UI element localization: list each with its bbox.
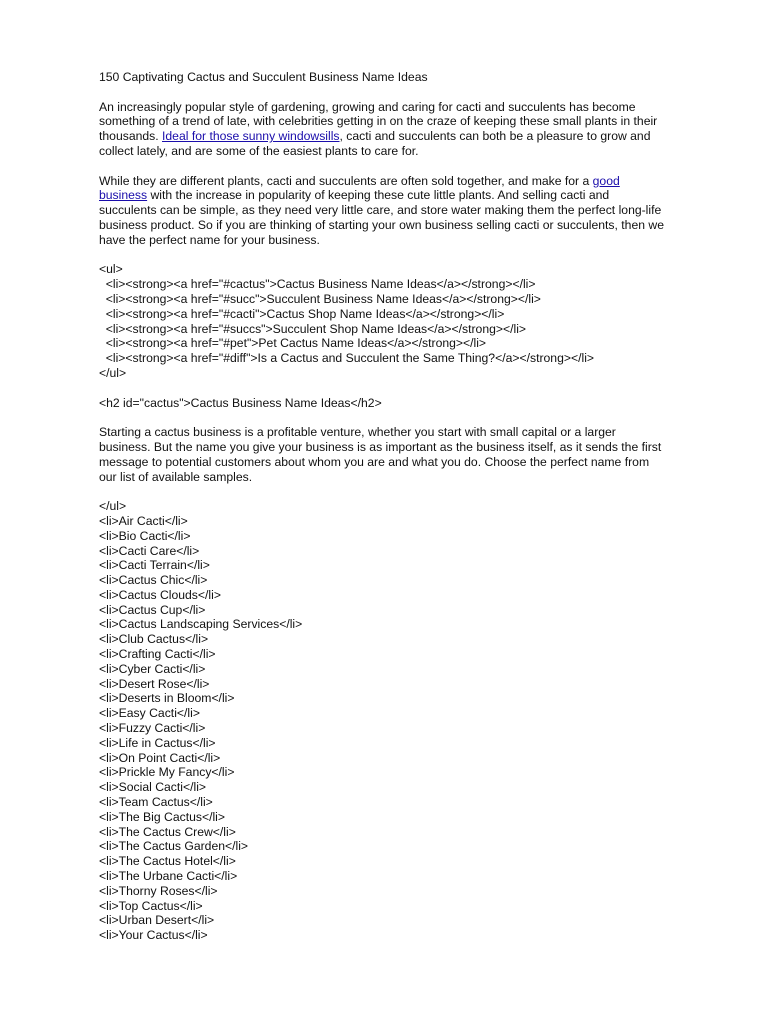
list-item: <li>The Cactus Crew</li> — [99, 824, 236, 839]
toc-line: <li><strong><a href="#diff">Is a Cactus and Succulent the Same Thing?</a></strong></li> — [99, 351, 595, 366]
document-page — [99, 70, 669, 943]
toc-line: </ul> — [99, 365, 127, 380]
list-item: <li>Thorny Roses</li> — [99, 883, 218, 898]
business-text-1: While they are different plants, cacti and succulents are often sold together, and make for a — [99, 173, 593, 188]
toc-line: <li><strong><a href="#pet">Pet Cactus Name Ideas</a></strong></li> — [99, 336, 487, 351]
business-paragraph — [99, 174, 669, 248]
list-item: <li>Prickle My Fancy</li> — [99, 765, 235, 780]
list-item: <li>Desert Rose</li> — [99, 676, 210, 691]
list-item: <li>Cacti Care</li> — [99, 543, 200, 558]
toc-line: <li><strong><a href="#succs">Succulent Shop Name Ideas</a></strong></li> — [99, 321, 527, 336]
list-item: <li>Urban Desert</li> — [99, 913, 215, 928]
list-item: </ul> — [99, 499, 127, 514]
toc-line: <li><strong><a href="#cactus">Cactus Business Name Ideas</a></strong></li> — [99, 277, 536, 292]
toc-line: <li><strong><a href="#succ">Succulent Business Name Ideas</a></strong></li> — [99, 291, 541, 306]
list-item: <li>Air Cacti</li> — [99, 513, 188, 528]
good-business-link[interactable]: good business — [99, 173, 620, 203]
business-text-2: with the increase in popularity of keeping these cute little plants. And selling cacti and succulents can be simple, as they need very little care, and store water making them the perfect long-life business product. So if you are thinking of starting your own business selling cacti or succulents, then we have the perfect name for your business. — [99, 188, 664, 247]
intro-text-1: An increasingly popular style of gardening, growing and caring for cacti and succulents has become something of a trend of late, with celebrities getting in on the craze of keeping these small plants in their thousands. — [99, 99, 658, 144]
list-item: <li>Life in Cactus</li> — [99, 735, 216, 750]
list-item: <li>Cactus Chic</li> — [99, 573, 208, 588]
list-item: <li>Club Cactus</li> — [99, 632, 209, 647]
h2-code-line — [99, 396, 669, 411]
list-item: <li>Your Cactus</li> — [99, 928, 208, 943]
list-item: <li>Top Cactus</li> — [99, 898, 203, 913]
intro-text-2: , cacti and succulents can both be a pleasure to grow and collect lately, and are some of the easiest plants to care for. — [99, 129, 651, 158]
h2-line: <h2 id="cactus">Cactus Business Name Ideas</h2> — [99, 395, 382, 410]
toc-line: <ul> — [99, 262, 123, 277]
list-item: <li>Cyber Cacti</li> — [99, 661, 206, 676]
list-item: <li>Bio Cacti</li> — [99, 528, 191, 543]
list-item: <li>Fuzzy Cacti</li> — [99, 721, 206, 736]
list-item: <li>Social Cacti</li> — [99, 780, 207, 795]
list-item: <li>Cactus Clouds</li> — [99, 587, 221, 602]
list-item: <li>Cactus Cup</li> — [99, 602, 206, 617]
windowsills-link[interactable]: Ideal for those sunny windowsills — [162, 129, 340, 144]
list-item: <li>Cactus Landscaping Services</li> — [99, 617, 303, 632]
toc-line: <li><strong><a href="#cacti">Cactus Shop Name Ideas</a></strong></li> — [99, 306, 505, 321]
toc-code-block — [99, 262, 669, 380]
list-item: <li>The Urbane Cacti</li> — [99, 869, 238, 884]
list-item: <li>The Cactus Garden</li> — [99, 839, 249, 854]
document-title: 150 Captivating Cactus and Succulent Business Name Ideas — [99, 70, 428, 84]
intro-paragraph — [99, 100, 669, 159]
list-item: <li>The Cactus Hotel</li> — [99, 854, 236, 869]
list-item: <li>Crafting Cacti</li> — [99, 647, 216, 662]
list-item: <li>The Big Cactus</li> — [99, 809, 226, 824]
list-item: <li>Team Cactus</li> — [99, 795, 213, 810]
starting-business-paragraph: Starting a cactus business is a profitable venture, whether you start with small capital or a larger business. But the name you give your business is as important as the business itself, as it sends the first message to potential customers about whom you are and what you do. Choose the perfect name from our list of available samples. — [99, 425, 662, 484]
list-item: <li>Deserts in Bloom</li> — [99, 691, 235, 706]
list-item: <li>Cacti Terrain</li> — [99, 558, 210, 573]
business-names-list — [99, 499, 669, 943]
list-item: <li>Easy Cacti</li> — [99, 706, 200, 721]
list-item: <li>On Point Cacti</li> — [99, 750, 221, 765]
